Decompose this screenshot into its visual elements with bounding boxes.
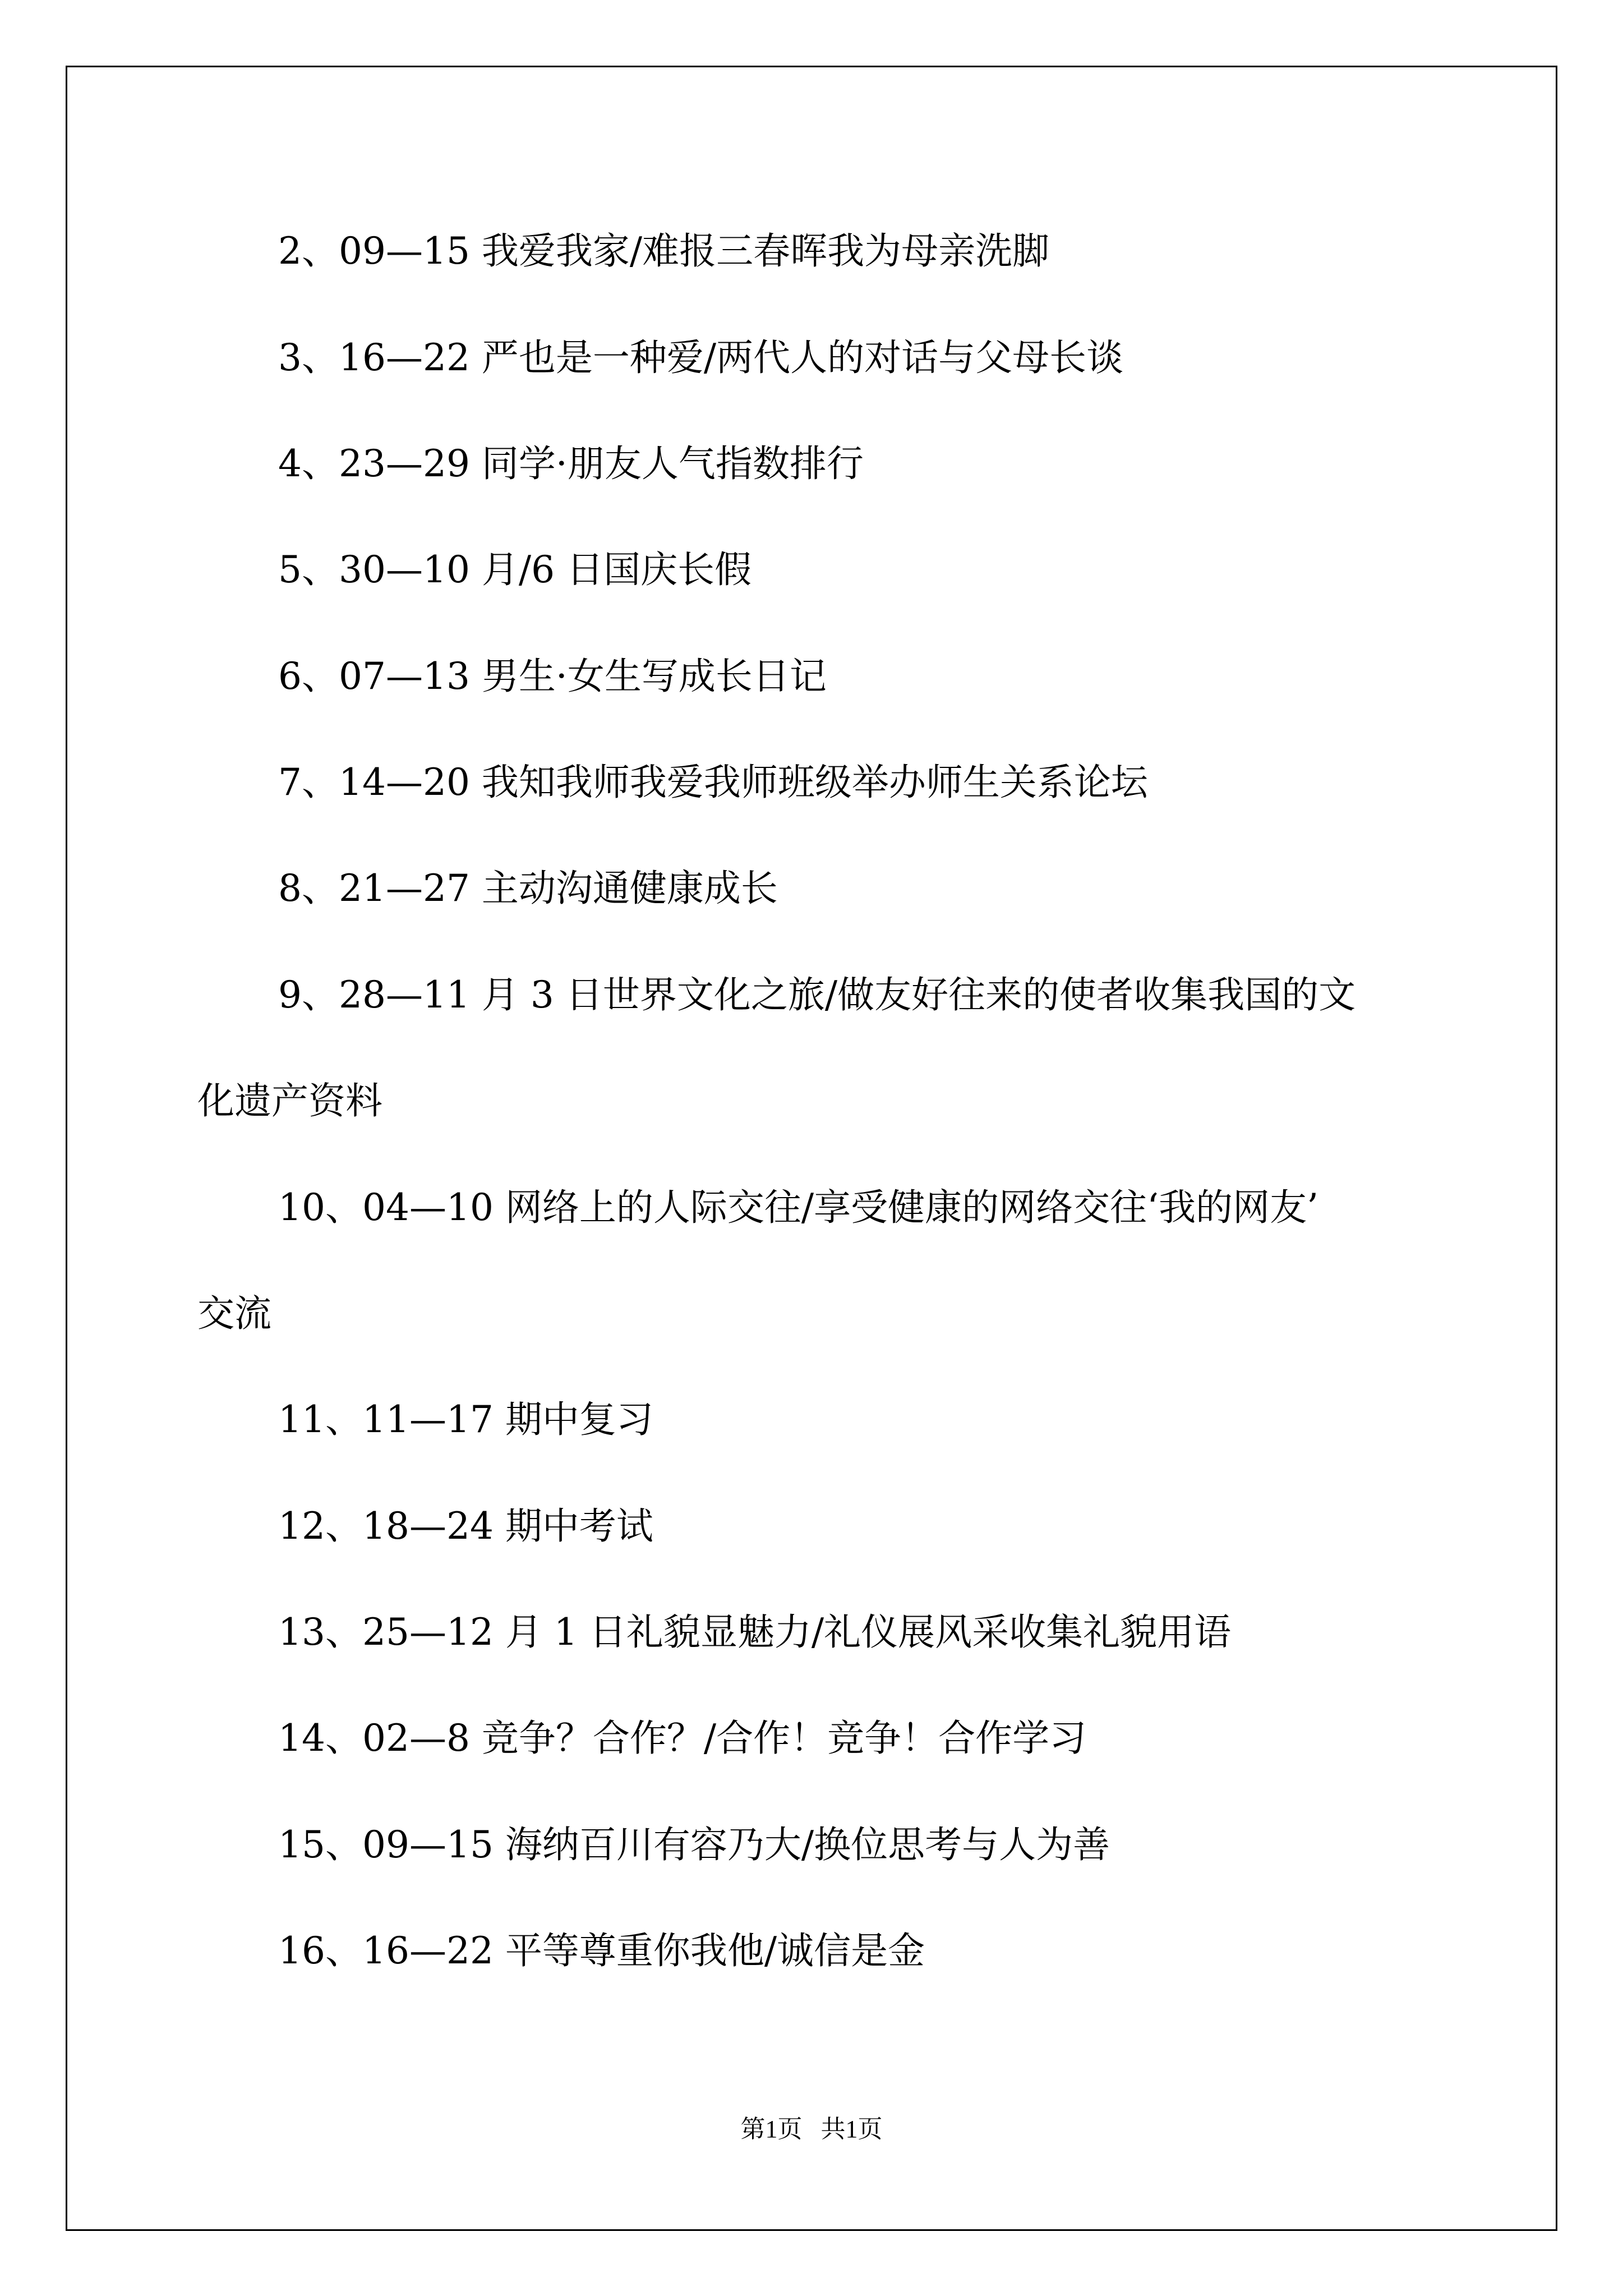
list-item-12: 12、18—24 期中考试 <box>278 1504 653 1548</box>
list-item-10-continued: 交流 <box>197 1292 271 1335</box>
list-item-6: 6、07—13 男生·女生写成长日记 <box>278 655 827 698</box>
list-item-15: 15、09—15 海纳百川有容乃大/换位思考与人为善 <box>278 1823 1110 1866</box>
page-border <box>66 66 1557 2231</box>
list-item-11: 11、11—17 期中复习 <box>278 1398 653 1441</box>
list-item-5: 5、30—10 月/6 日国庆长假 <box>278 548 752 591</box>
list-item-9-continued: 化遗产资料 <box>197 1079 382 1122</box>
list-item-2: 2、09—15 我爱我家/难报三春晖我为母亲洗脚 <box>278 229 1050 273</box>
list-item-14: 14、02—8 竞争？合作？/合作！竞争！合作学习 <box>278 1717 1087 1760</box>
list-item-9: 9、28—11 月 3 日世界文化之旅/做友好往来的使者收集我国的文 <box>278 973 1356 1016</box>
list-item-13: 13、25—12 月 1 日礼貌显魅力/礼仪展风采收集礼貌用语 <box>278 1611 1232 1654</box>
list-item-10: 10、04—10 网络上的人际交往/享受健康的网络交往‘我的网友’ <box>278 1186 1319 1229</box>
page-number-footer: 第1页 共1页 <box>740 2115 883 2143</box>
list-item-16: 16、16—22 平等尊重你我他/诚信是金 <box>278 1929 925 1972</box>
list-item-8: 8、21—27 主动沟通健康成长 <box>278 867 778 910</box>
list-item-3: 3、16—22 严也是一种爱/两代人的对话与父母长谈 <box>278 336 1124 379</box>
list-item-7: 7、14—20 我知我师我爱我师班级举办师生关系论坛 <box>278 761 1148 804</box>
list-item-4: 4、23—29 同学·朋友人气指数排行 <box>278 442 864 485</box>
